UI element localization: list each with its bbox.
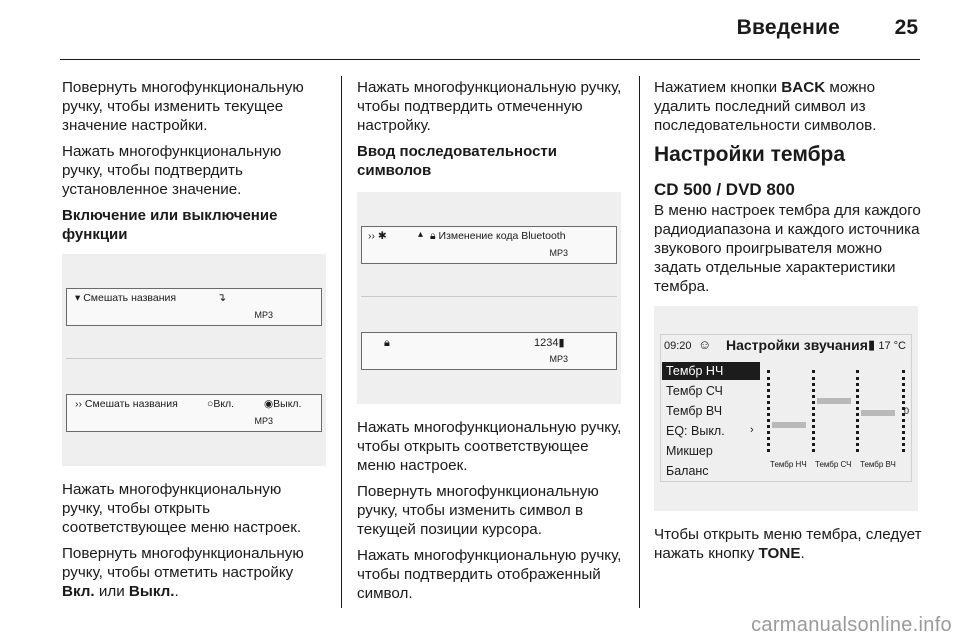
option-on-text: Вкл. <box>62 583 95 600</box>
bar-label: Тембр ВЧ <box>860 460 896 469</box>
paragraph: Чтобы открыть меню тембра, следует нажать кнопку TONE. <box>654 526 922 562</box>
subheading-toggle: Включение или выключение функции <box>62 207 278 243</box>
paragraph: Нажать многофункциональную ручку, чтобы открыть соответствующее меню настроек. <box>62 481 302 536</box>
clock: 09:20 <box>664 340 692 352</box>
radio-option-off: ◉Выкл. <box>264 398 302 410</box>
column-3 <box>654 78 930 570</box>
return-arrow-icon: ↴ <box>217 292 227 304</box>
radio-empty-icon: ○ <box>207 398 214 410</box>
paragraph: В меню настроек тембра для каждого радиодиапазона и каждого источника звукового проигрывателя можно задать отдельные характеристики тембра. <box>654 202 921 295</box>
panel-line: ›› Смешать названия <box>75 398 178 410</box>
section-heading-tone: Настройки тембра <box>654 143 846 166</box>
column-2 <box>357 78 625 610</box>
paragraph: Нажать многофункциональную ручку, чтобы подтвердить установленное значение. <box>62 143 282 198</box>
paragraph: Нажать многофункциональную ручку, чтобы подтвердить отображенный символ. <box>357 547 622 602</box>
bar-label: Тембр СЧ <box>815 460 852 469</box>
column-divider <box>341 76 342 608</box>
paragraph: Нажать многофункциональную ручку, чтобы подтвердить отмеченную настройку. <box>357 79 622 134</box>
panel-line: 🔒︎ Изменение кода Bluetooth <box>430 230 566 242</box>
display-panel-bottom <box>66 394 322 432</box>
back-smiley-icon: ☺ <box>698 337 712 352</box>
menu-item-mid: Тембр СЧ <box>666 384 723 398</box>
paragraph: Нажатием кнопки BACK можно удалить последний символ из последовательности символов. <box>654 79 877 134</box>
menu-item-treble: Тембр ВЧ <box>666 404 723 418</box>
chevron-right-icon: › <box>750 424 754 436</box>
menu-item-balance: Баланс <box>666 464 709 478</box>
page-header <box>60 0 920 60</box>
display-screenshot-toggle <box>62 254 326 466</box>
radio-filled-icon: ◉ <box>264 398 274 410</box>
display-panel-top <box>361 226 617 264</box>
display-screenshot-tone <box>654 306 918 511</box>
screen-title: Настройки звучания <box>726 337 868 353</box>
level-bar-mid <box>817 398 851 404</box>
menu-item-mixer: Микшер <box>666 444 713 458</box>
back-key-text: BACK <box>781 79 826 96</box>
code-entry: 1234▮ <box>534 337 565 349</box>
screen-separator <box>66 358 322 359</box>
menu-item-bass: Тембр НЧ <box>662 362 760 380</box>
level-bar-treble <box>861 410 895 416</box>
level-track <box>856 370 859 452</box>
paragraph: Нажать многофункциональную ручку, чтобы открыть соответствующее меню настроек. <box>357 419 622 474</box>
level-track <box>812 370 815 452</box>
section-title: Введение <box>736 16 840 39</box>
panel-subline: MP3 <box>549 248 568 258</box>
bar-label: Тембр НЧ <box>770 460 807 469</box>
panel-line: ▾ Смешать названия <box>75 292 177 304</box>
double-chevron-icon: ›› <box>75 398 85 410</box>
menu-item-eq: EQ: Выкл. <box>666 424 725 438</box>
display-panel-bottom <box>361 332 617 370</box>
bluetooth-icon: ›› ✱ <box>368 230 387 242</box>
watermark: carmanualsonline.info <box>751 614 952 636</box>
phone-icon: ▮ <box>868 337 876 352</box>
column-1 <box>62 78 324 608</box>
panel-subline: MP3 <box>254 416 273 426</box>
level-track <box>767 370 770 452</box>
paragraph: Повернуть многофункциональную ручку, чтобы изменить текущее значение настройки. <box>62 79 304 134</box>
option-off-text: Выкл. <box>128 583 175 600</box>
column-divider <box>639 76 640 608</box>
radio-option-on: ○Вкл. <box>207 398 235 410</box>
temperature: 17 °C <box>878 340 906 352</box>
dropdown-arrow-icon: ▾ <box>75 292 84 304</box>
page-number: 25 <box>894 16 918 39</box>
screen-separator <box>361 296 617 297</box>
lock-icon: 🔒︎ <box>430 230 439 242</box>
subheading-sequence: Ввод последовательности символов <box>357 143 557 179</box>
cursor-icon: ▮ <box>558 337 565 349</box>
zero-mark: 0 <box>904 406 910 416</box>
level-bar-bass <box>772 422 806 428</box>
panel-subline: MP3 <box>254 310 273 320</box>
display-screenshot-code <box>357 192 621 404</box>
display-panel-top <box>66 288 322 326</box>
caret-up-icon: ▴ <box>418 229 424 240</box>
paragraph: Повернуть многофункциональную ручку, чтобы изменить символ в текущей позиции курсора. <box>357 483 599 538</box>
model-heading: CD 500 / DVD 800 <box>654 180 795 199</box>
paragraph: Повернуть многофункциональную ручку, чтобы отметить настройку Вкл. или Выкл.. <box>62 545 304 600</box>
lock-icon: 🔒︎ <box>384 337 390 349</box>
tone-key-text: TONE <box>758 545 801 562</box>
panel-subline: MP3 <box>549 354 568 364</box>
